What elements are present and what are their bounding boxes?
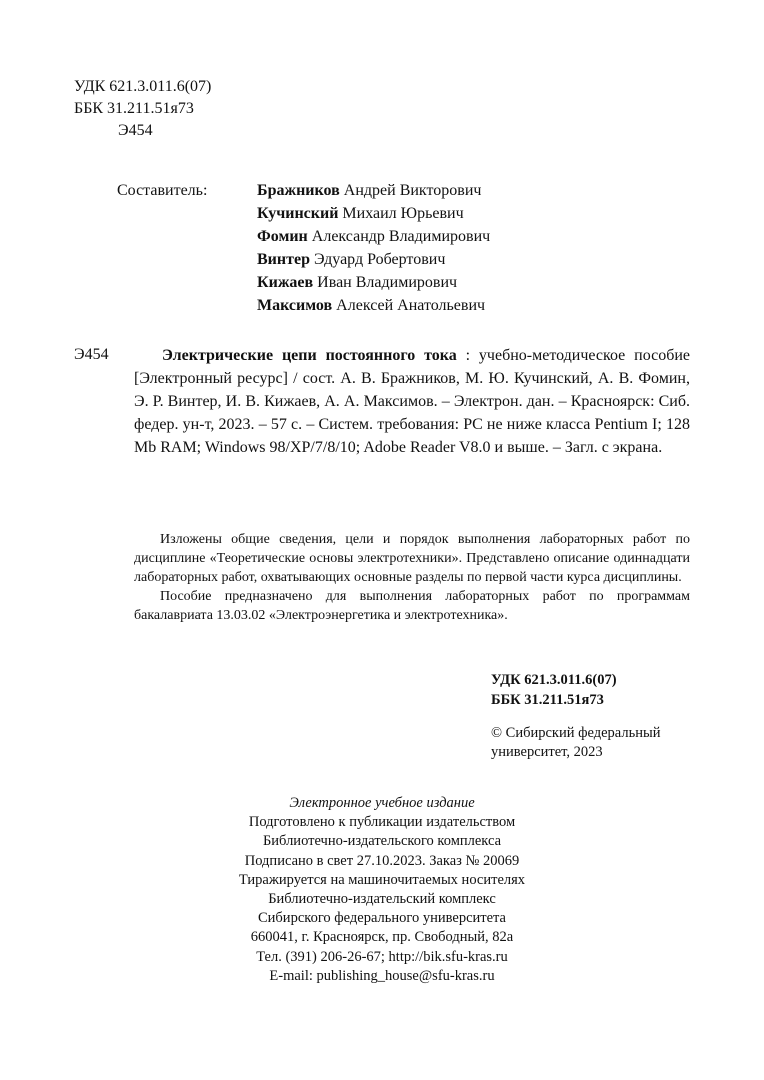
compiler-surname: Кижаев bbox=[257, 274, 314, 291]
bibliographic-description: : учебно-методическое пособие [Электронный ресурс] / сост. А. В. Бражников, М. Ю. Кучинский, А. В. Фомин, Э. Р. Винтер, И. В. Кижаев, А. А. Максимов. – Электрон. дан. – Красноярск: Сиб. федер. ун-т, 2023. – 57 с. – Систем. требования: PC не ниже класса Pentium I; 128 Mb RAM; Windows 98/XP/7/8/10; Adobe Reader V8.0 и выше. – Загл. с экрана. bbox=[134, 347, 691, 456]
imprint-line: 660041, г. Красноярск, пр. Свободный, 82а bbox=[250, 929, 514, 946]
imprint-line: Тиражируется на машиночитаемых носителях bbox=[238, 871, 526, 888]
compiler-name bbox=[257, 203, 697, 226]
compilers-list bbox=[257, 180, 697, 318]
bibliographic-index: Э454 bbox=[74, 346, 109, 363]
compiler-name bbox=[257, 272, 697, 295]
compiler-surname: Максимов bbox=[257, 297, 333, 314]
udk-code: УДК 621.3.011.6(07) bbox=[74, 78, 212, 95]
bibliographic-record bbox=[134, 344, 690, 459]
imprint-line: Подготовлено к публикации издательством bbox=[248, 814, 516, 831]
copyright-line: © Сибирский федеральный bbox=[491, 725, 661, 741]
compiler-given-names: Андрей Викторович bbox=[339, 182, 482, 199]
bbk-code: ББК 31.211.51я73 bbox=[491, 692, 604, 708]
imprint bbox=[134, 794, 630, 986]
compiler-name bbox=[257, 180, 697, 203]
compiler-given-names: Иван Владимирович bbox=[313, 274, 458, 291]
classification-codes-top bbox=[74, 76, 211, 142]
compiler-surname: Винтер bbox=[257, 251, 310, 268]
compilers-label: Составитель: bbox=[117, 182, 208, 199]
abstract-paragraph: Пособие предназначено для выполнения лабораторных работ по программам бакалавриата 13.03.02 «Электроэнергетика и электротехника». bbox=[134, 589, 690, 623]
compiler-surname: Бражников bbox=[257, 182, 340, 199]
compiler-surname: Кучинский bbox=[257, 205, 339, 222]
imprint-line: E-mail: publishing_house@sfu-kras.ru bbox=[269, 967, 495, 984]
imprint-line: Библиотечно-издательский комплекс bbox=[268, 891, 496, 908]
abstract bbox=[134, 530, 690, 625]
copyright-line: университет, 2023 bbox=[491, 744, 603, 760]
compiler-surname: Фомин bbox=[257, 228, 308, 245]
imprint-line: Библиотечно-издательского комплекса bbox=[262, 833, 502, 850]
compiler-given-names: Александр Владимирович bbox=[307, 228, 491, 245]
author-index: Э454 bbox=[118, 122, 153, 139]
publication-title: Электрические цепи постоянного тока bbox=[162, 347, 457, 364]
compiler-name bbox=[257, 226, 697, 249]
compiler-given-names: Михаил Юрьевич bbox=[338, 205, 464, 222]
bbk-code: ББК 31.211.51я73 bbox=[74, 100, 194, 117]
classification-codes-bottom bbox=[491, 670, 617, 710]
udk-code: УДК 621.3.011.6(07) bbox=[491, 672, 617, 688]
compiler-given-names: Алексей Анатольевич bbox=[332, 297, 486, 314]
compiler-name bbox=[257, 295, 697, 318]
imprint-line: Подписано в свет 27.10.2023. Заказ № 20069 bbox=[244, 852, 520, 869]
abstract-paragraph: Изложены общие сведения, цели и порядок выполнения лабораторных работ по дисциплине «Теоретические основы электротехники». Представлено описание одиннадцати лабораторных работ, охватывающих основные разделы по первой части курса дисциплины. bbox=[134, 532, 690, 585]
copyright-notice bbox=[491, 724, 701, 762]
edition-type: Электронное учебное издание bbox=[289, 795, 475, 811]
compiler-given-names: Эдуард Робертович bbox=[309, 251, 446, 268]
imprint-line: Тел. (391) 206-26-67; http://bik.sfu-kras.ru bbox=[256, 948, 508, 965]
imprint-line: Сибирского федерального университета bbox=[258, 910, 506, 927]
compiler-name bbox=[257, 249, 697, 272]
